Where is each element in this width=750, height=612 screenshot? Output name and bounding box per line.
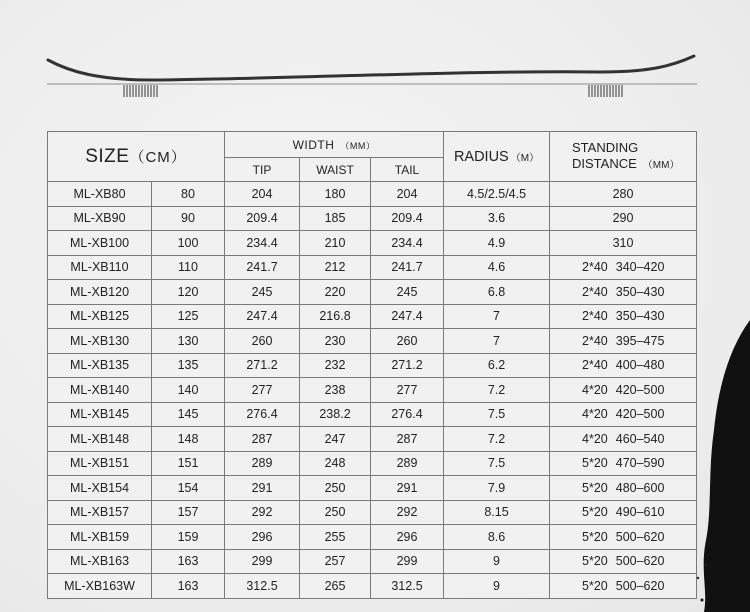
size-cell: 157 (152, 500, 225, 525)
tail-cell: 277 (371, 378, 444, 403)
size-cell: 110 (152, 255, 225, 280)
standing-distance-cell (550, 427, 697, 452)
model-cell: ML-XB151 (48, 451, 152, 476)
radius-cell: 3.6 (444, 206, 550, 231)
stance-range: 400–480 (615, 358, 665, 373)
radius-label: RADIUS (453, 148, 509, 165)
insert-pattern: 2*40 (582, 260, 608, 275)
radius-cell: 9 (444, 549, 550, 574)
left-binding-insert (124, 85, 157, 97)
table-row (48, 378, 697, 403)
model-cell: ML-XB154 (48, 476, 152, 501)
stance-range: 460–540 (615, 431, 665, 446)
waist-cell: 247 (300, 427, 371, 452)
dark-edge-decoration (690, 320, 750, 612)
tip-cell: 234.4 (225, 231, 300, 256)
tip-cell: 245 (225, 280, 300, 305)
table-row (48, 525, 697, 550)
insert-pattern: 5*20 (582, 505, 608, 520)
size-cell: 90 (152, 206, 225, 231)
radius-cell: 6.8 (444, 280, 550, 305)
table-row (48, 255, 697, 280)
radius-cell: 4.9 (444, 231, 550, 256)
tail-column-header: TAIL (371, 158, 444, 182)
stance-range: 395–475 (615, 333, 665, 348)
waist-cell: 210 (300, 231, 371, 256)
distance-label: DISTANCE (572, 155, 637, 171)
tip-cell: 276.4 (225, 402, 300, 427)
table-row (48, 500, 697, 525)
tip-cell: 292 (225, 500, 300, 525)
table-row (48, 182, 697, 207)
standing-distance-cell (550, 255, 697, 280)
size-spec-table (47, 131, 697, 599)
model-cell: ML-XB130 (48, 329, 152, 354)
insert-pattern: 5*20 (582, 456, 608, 471)
tip-cell: 277 (225, 378, 300, 403)
waist-cell: 265 (300, 574, 371, 599)
stance-range: 500–620 (615, 578, 665, 593)
radius-cell: 8.15 (444, 500, 550, 525)
tip-cell: 260 (225, 329, 300, 354)
model-cell: ML-XB135 (48, 353, 152, 378)
radius-cell: 7.2 (444, 427, 550, 452)
waist-cell: 255 (300, 525, 371, 550)
right-binding-insert (589, 85, 622, 97)
insert-pattern: 5*20 (582, 480, 608, 495)
tip-cell: 271.2 (225, 353, 300, 378)
tail-cell: 291 (371, 476, 444, 501)
tail-cell: 276.4 (371, 402, 444, 427)
insert-pattern: 4*20 (582, 431, 608, 446)
spec-table-body (48, 182, 697, 599)
tip-cell: 287 (225, 427, 300, 452)
stance-range: 500–620 (615, 529, 665, 544)
stance-range: 350–430 (615, 309, 665, 324)
stance-range: 350–430 (615, 284, 665, 299)
waist-cell: 248 (300, 451, 371, 476)
waist-cell: 250 (300, 500, 371, 525)
standing-distance-cell (550, 329, 697, 354)
standing-distance-cell (550, 402, 697, 427)
standing-distance-cell (550, 451, 697, 476)
tip-cell: 296 (225, 525, 300, 550)
insert-pattern: 5*20 (582, 578, 608, 593)
tail-cell: 209.4 (371, 206, 444, 231)
size-cell: 145 (152, 402, 225, 427)
standing-distance-cell (550, 549, 697, 574)
width-column-header (225, 132, 444, 158)
width-label: WIDTH (292, 137, 335, 152)
model-cell: ML-XB90 (48, 206, 152, 231)
insert-pattern: 4*20 (582, 382, 608, 397)
waist-cell: 220 (300, 280, 371, 305)
waist-cell: 232 (300, 353, 371, 378)
size-cell: 154 (152, 476, 225, 501)
tip-cell: 299 (225, 549, 300, 574)
size-unit: （CM） (129, 148, 187, 166)
model-cell: ML-XB159 (48, 525, 152, 550)
table-row (48, 574, 697, 599)
radius-cell: 7.5 (444, 402, 550, 427)
size-cell: 100 (152, 231, 225, 256)
stance-range: 340–420 (615, 260, 665, 275)
insert-pattern: 2*40 (582, 358, 608, 373)
standing-distance-cell: 310 (550, 231, 697, 256)
waist-column-header: WAIST (300, 158, 371, 182)
tip-cell: 289 (225, 451, 300, 476)
stance-range: 490–610 (615, 505, 665, 520)
waist-cell: 238.2 (300, 402, 371, 427)
radius-cell: 8.6 (444, 525, 550, 550)
tail-cell: 260 (371, 329, 444, 354)
size-cell: 130 (152, 329, 225, 354)
standing-distance-cell (550, 353, 697, 378)
stance-range: 480–600 (615, 480, 665, 495)
model-cell: ML-XB157 (48, 500, 152, 525)
waist-cell: 212 (300, 255, 371, 280)
table-row (48, 280, 697, 305)
waist-cell: 230 (300, 329, 371, 354)
radius-cell: 4.5/2.5/4.5 (444, 182, 550, 207)
table-row (48, 549, 697, 574)
tail-cell: 204 (371, 182, 444, 207)
radius-unit: （M） (510, 152, 540, 164)
standing-distance-cell (550, 304, 697, 329)
waist-cell: 180 (300, 182, 371, 207)
standing-distance-cell (550, 280, 697, 305)
stance-range: 470–590 (615, 456, 665, 471)
tail-cell: 289 (371, 451, 444, 476)
table-row (48, 427, 697, 452)
radius-cell: 6.2 (444, 353, 550, 378)
tail-cell: 299 (371, 549, 444, 574)
insert-pattern: 2*40 (582, 309, 608, 324)
size-cell: 148 (152, 427, 225, 452)
tail-cell: 287 (371, 427, 444, 452)
table-row (48, 231, 697, 256)
tail-cell: 245 (371, 280, 444, 305)
model-cell: ML-XB148 (48, 427, 152, 452)
insert-pattern: 5*20 (582, 554, 608, 569)
standing-distance-cell (550, 500, 697, 525)
tip-cell: 241.7 (225, 255, 300, 280)
model-cell: ML-XB145 (48, 402, 152, 427)
model-cell: ML-XB120 (48, 280, 152, 305)
standing-distance-cell (550, 574, 697, 599)
waist-cell: 238 (300, 378, 371, 403)
radius-column-header (444, 132, 550, 182)
size-cell: 159 (152, 525, 225, 550)
size-cell: 140 (152, 378, 225, 403)
tail-cell: 247.4 (371, 304, 444, 329)
stance-range: 420–500 (615, 382, 665, 397)
size-cell: 135 (152, 353, 225, 378)
size-cell: 151 (152, 451, 225, 476)
tail-cell: 292 (371, 500, 444, 525)
width-unit: （MM） (340, 140, 376, 151)
standing-unit: （MM） (642, 159, 680, 171)
model-cell: ML-XB140 (48, 378, 152, 403)
table-row (48, 451, 697, 476)
waist-cell: 257 (300, 549, 371, 574)
model-cell: ML-XB125 (48, 304, 152, 329)
radius-cell: 7.9 (444, 476, 550, 501)
size-cell: 80 (152, 182, 225, 207)
standing-distance-cell (550, 525, 697, 550)
model-cell: ML-XB163 (48, 549, 152, 574)
tail-cell: 241.7 (371, 255, 444, 280)
insert-pattern: 4*20 (582, 407, 608, 422)
standing-distance-cell (550, 378, 697, 403)
waist-cell: 216.8 (300, 304, 371, 329)
standing-distance-cell: 280 (550, 182, 697, 207)
snowboard-profile-illustration (0, 0, 750, 110)
size-cell: 163 (152, 574, 225, 599)
size-cell: 120 (152, 280, 225, 305)
tail-cell: 271.2 (371, 353, 444, 378)
tip-cell: 247.4 (225, 304, 300, 329)
model-cell: ML-XB163W (48, 574, 152, 599)
radius-cell: 4.6 (444, 255, 550, 280)
standing-label: STANDING (572, 139, 639, 155)
stance-range: 500–620 (615, 554, 665, 569)
table-row (48, 353, 697, 378)
tip-column-header: TIP (225, 158, 300, 182)
table-row (48, 304, 697, 329)
tail-cell: 312.5 (371, 574, 444, 599)
standing-distance-cell: 290 (550, 206, 697, 231)
insert-pattern: 2*40 (582, 333, 608, 348)
model-cell: ML-XB100 (48, 231, 152, 256)
model-cell: ML-XB110 (48, 255, 152, 280)
model-cell: ML-XB80 (48, 182, 152, 207)
standing-distance-column-header (550, 132, 697, 182)
table-row (48, 329, 697, 354)
tail-cell: 234.4 (371, 231, 444, 256)
table-row (48, 402, 697, 427)
waist-cell: 250 (300, 476, 371, 501)
table-row (48, 206, 697, 231)
size-cell: 125 (152, 304, 225, 329)
tip-cell: 312.5 (225, 574, 300, 599)
radius-cell: 7.2 (444, 378, 550, 403)
size-label: SIZE (85, 145, 130, 167)
insert-pattern: 2*40 (582, 284, 608, 299)
tail-cell: 296 (371, 525, 444, 550)
waist-cell: 185 (300, 206, 371, 231)
insert-pattern: 5*20 (582, 529, 608, 544)
standing-distance-cell (550, 476, 697, 501)
tip-cell: 204 (225, 182, 300, 207)
radius-cell: 7 (444, 304, 550, 329)
tip-cell: 291 (225, 476, 300, 501)
table-row (48, 476, 697, 501)
radius-cell: 7 (444, 329, 550, 354)
radius-cell: 7.5 (444, 451, 550, 476)
size-column-header (48, 132, 225, 182)
tip-cell: 209.4 (225, 206, 300, 231)
stance-range: 420–500 (615, 407, 665, 422)
snowboard-profile-curve (48, 56, 694, 80)
size-cell: 163 (152, 549, 225, 574)
radius-cell: 9 (444, 574, 550, 599)
